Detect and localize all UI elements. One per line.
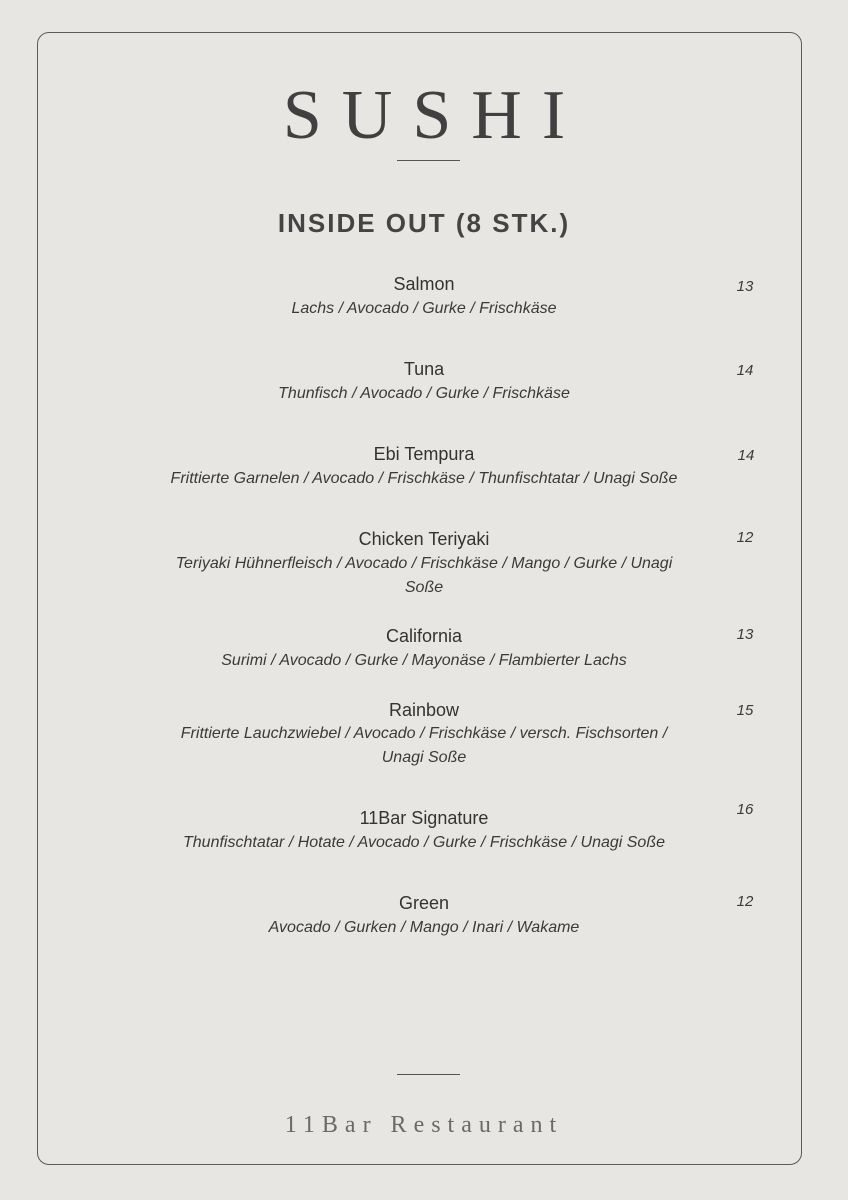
section-title: INSIDE OUT (8 STK.) bbox=[277, 208, 571, 238]
menu-item-description: Avocado / Gurken / Mango / Inari / Wakame bbox=[268, 919, 580, 936]
menu-item-price: 12 bbox=[736, 893, 754, 910]
menu-item-description: Teriyaki Hühnerfleisch / Avocado / Frischkäse / Mango / Gurke / Unagi Soße bbox=[175, 555, 673, 596]
menu-title: SUSHI bbox=[282, 77, 586, 154]
menu-item-price: 13 bbox=[736, 278, 754, 295]
menu-item-description: Frittierte Lauchzwiebel / Avocado / Frischkäse / versch. Fischsorten / Unagi Soße bbox=[180, 725, 668, 766]
menu-item-description: Thunfisch / Avocado / Gurke / Frischkäse bbox=[278, 385, 570, 402]
menu-item-name: Ebi Tempura bbox=[373, 444, 475, 464]
title-divider bbox=[397, 160, 460, 161]
menu-item-price: 14 bbox=[736, 362, 754, 379]
menu-item-description: Thunfischtatar / Hotate / Avocado / Gurke / Frischkäse / Unagi Soße bbox=[183, 834, 665, 851]
menu-item-price: 15 bbox=[736, 702, 754, 719]
menu-item-name: Rainbow bbox=[388, 700, 460, 720]
menu-item-price: 12 bbox=[736, 529, 754, 546]
menu-item-name: Green bbox=[398, 893, 450, 913]
menu-item-price: 16 bbox=[736, 801, 754, 818]
menu-item-description: Surimi / Avocado / Gurke / Mayonäse / Flambierter Lachs bbox=[221, 652, 627, 669]
menu-item-description: Lachs / Avocado / Gurke / Frischkäse bbox=[291, 300, 557, 317]
restaurant-name: 11Bar Restaurant bbox=[284, 1112, 564, 1138]
menu-item-name: Chicken Teriyaki bbox=[358, 529, 490, 549]
menu-item-description: Frittierte Garnelen / Avocado / Frischkäse / Thunfischtatar / Unagi Soße bbox=[170, 470, 678, 487]
menu-item-name: Tuna bbox=[403, 359, 445, 379]
menu-item-name: Salmon bbox=[393, 274, 455, 294]
menu-item-price: 13 bbox=[736, 626, 754, 643]
menu-item-price: 14 bbox=[737, 447, 755, 464]
menu-item-name: 11Bar Signature bbox=[359, 808, 489, 828]
footer-divider bbox=[397, 1074, 460, 1075]
menu-item-name: California bbox=[385, 626, 463, 646]
